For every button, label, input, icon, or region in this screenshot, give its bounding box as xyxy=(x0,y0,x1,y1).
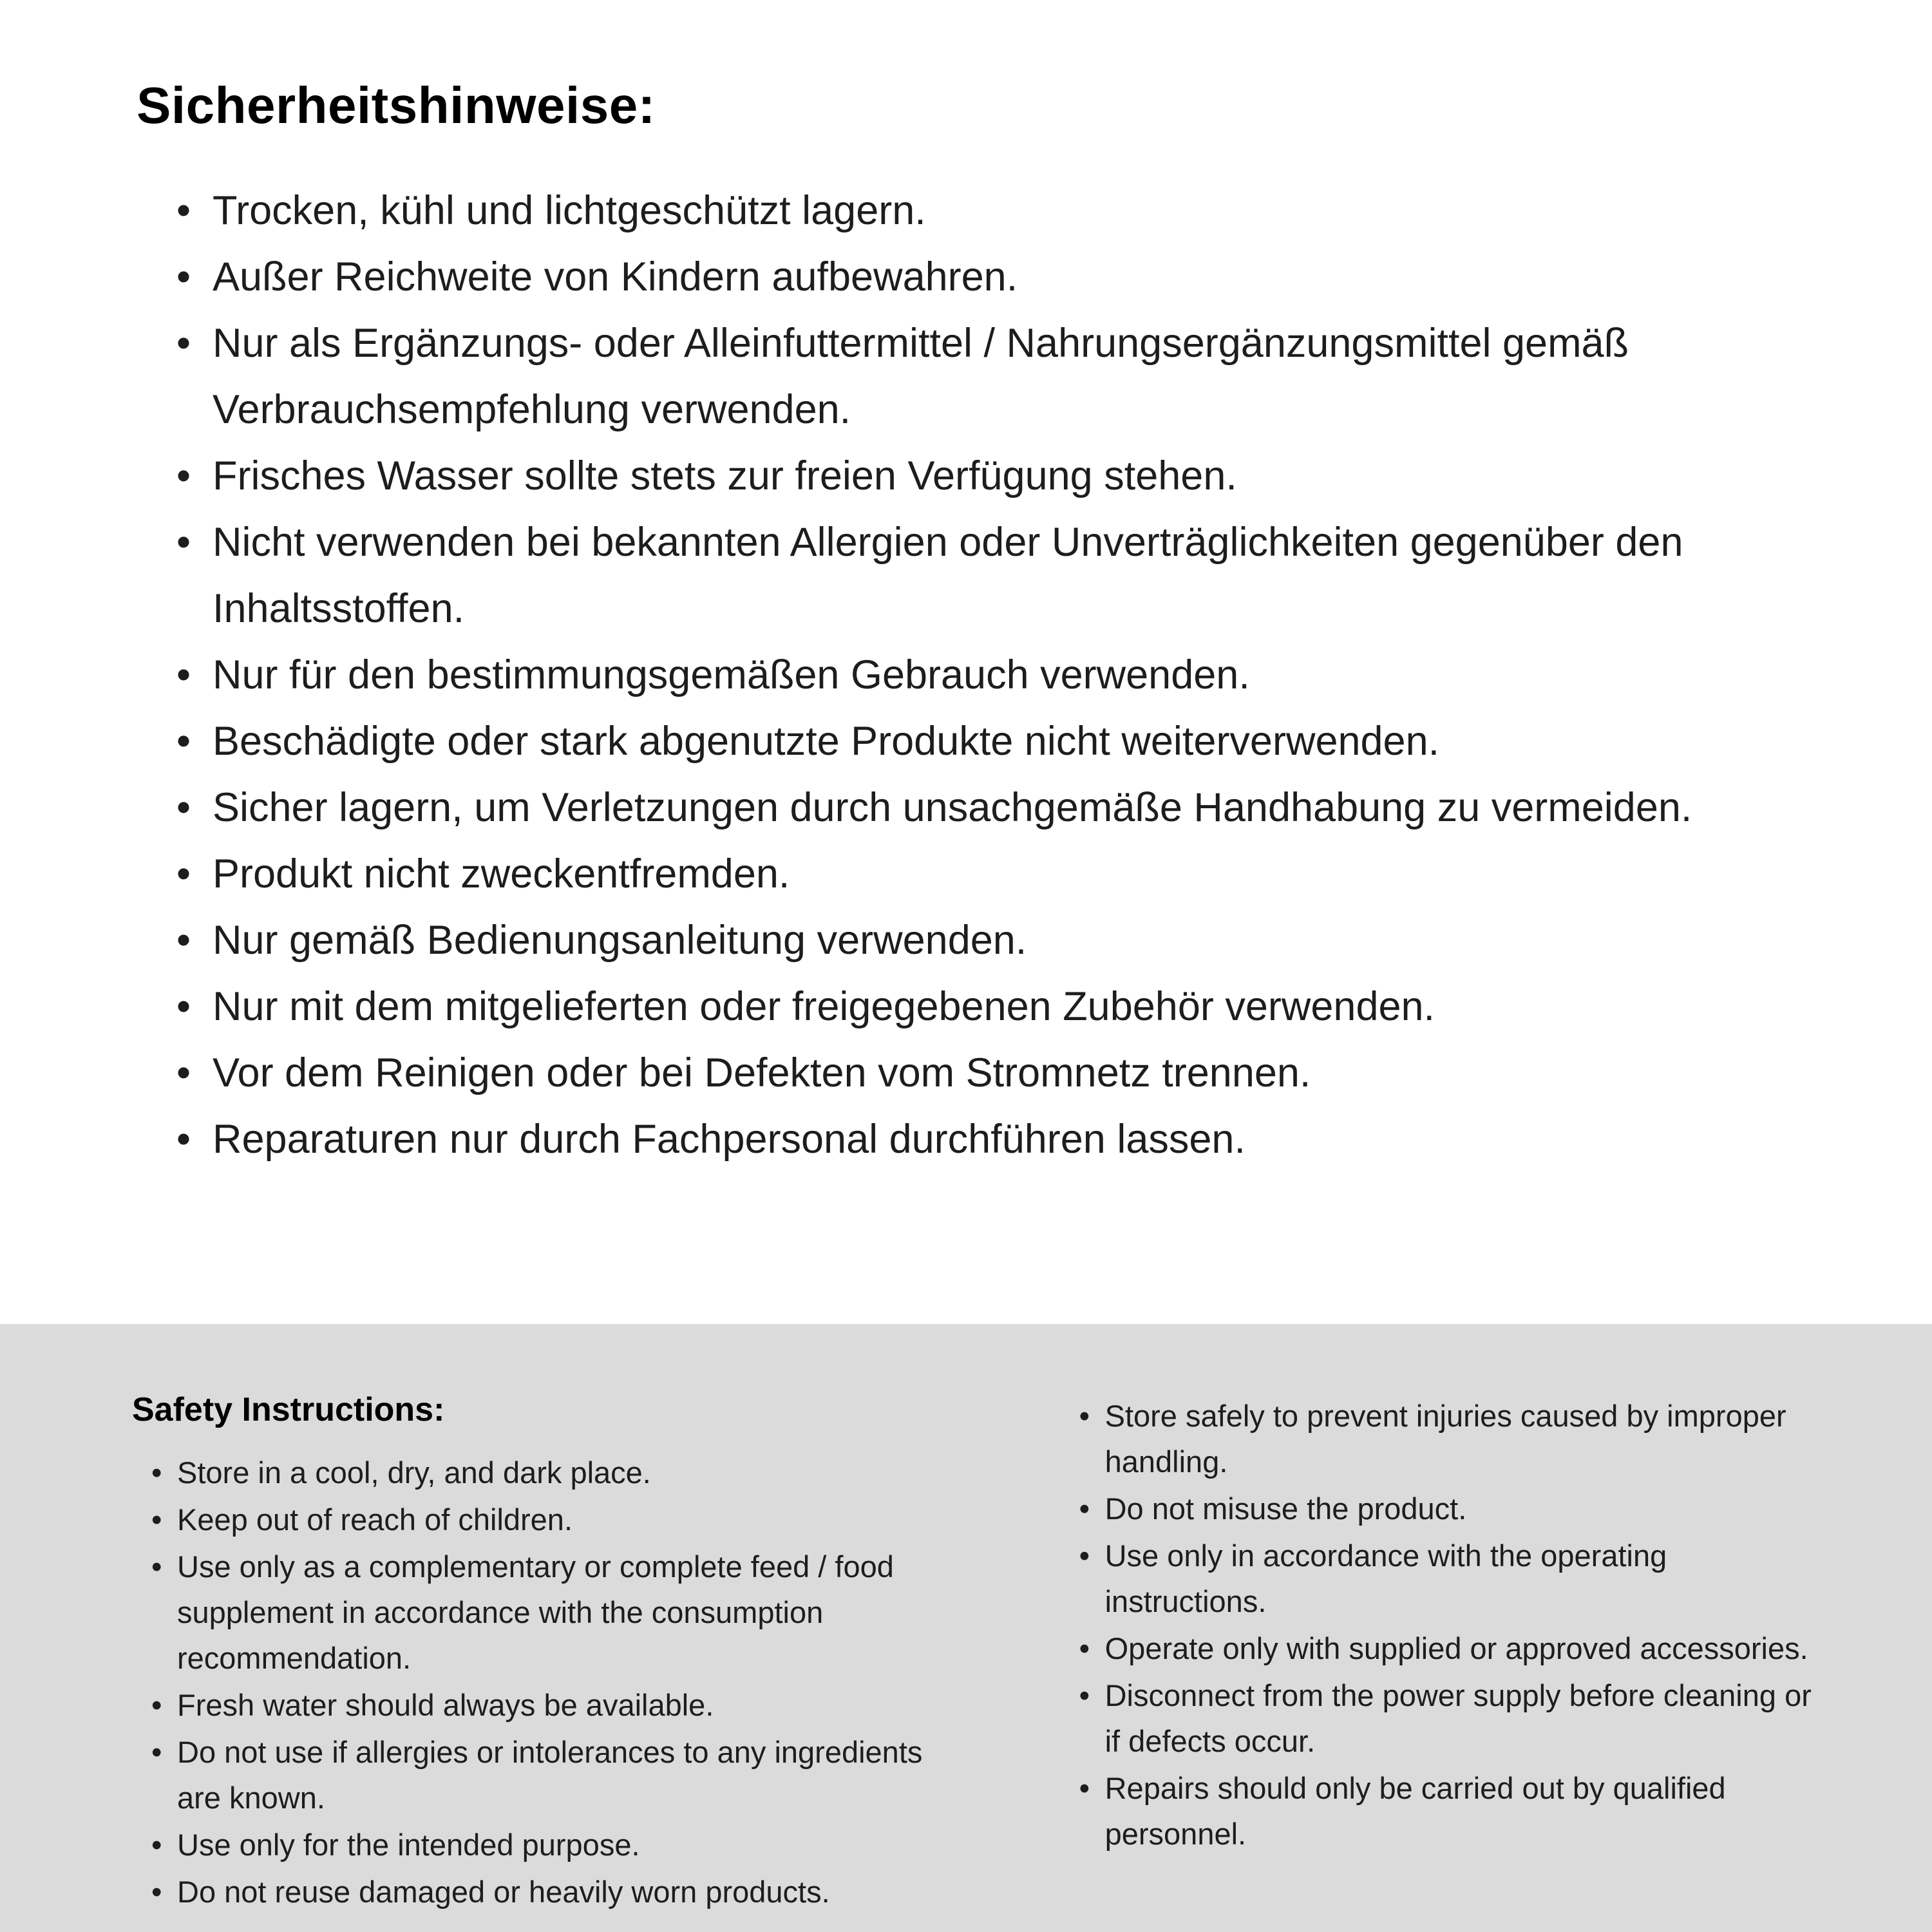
german-list-item: • Vor dem Reinigen oder bei Defekten vom Stromnetz trennen. xyxy=(173,1040,1731,1106)
german-list-item: • Nur mit dem mitgelieferten oder freigegebenen Zubehör verwenden. xyxy=(173,974,1731,1040)
german-list-item: • Nur gemäß Bedienungsanleitung verwenden. xyxy=(173,907,1731,974)
german-list-item: • Beschädigte oder stark abgenutzte Produkte nicht weiterverwenden. xyxy=(173,708,1731,775)
german-list-item: • Reparaturen nur durch Fachpersonal durchführen lassen. xyxy=(173,1106,1731,1173)
german-list-item: • Nur als Ergänzungs- oder Alleinfuttermittel / Nahrungsergänzungsmittel gemäß Verbrauchsempfehlung verwenden. xyxy=(173,310,1731,443)
english-list-item: • Operate only with supplied or approved accessories. xyxy=(1077,1625,1833,1671)
english-list-item: • Use only in accordance with the operating instructions. xyxy=(1077,1533,1833,1624)
german-list-item: • Nicht verwenden bei bekannten Allergien oder Unverträglichkeiten gegenüber den Inhaltsstoffen. xyxy=(173,509,1731,642)
german-list-item: • Außer Reichweite von Kindern aufbewahren. xyxy=(173,244,1731,310)
english-section-title: Safety Instructions: xyxy=(132,1391,445,1428)
english-list-item: • Disconnect from the power supply before cleaning or if defects occur. xyxy=(1077,1672,1833,1764)
english-list-item: • Do not reuse damaged or heavily worn products. xyxy=(149,1869,947,1915)
english-list-item: • Repairs should only be carried out by qualified personnel. xyxy=(1077,1765,1833,1857)
english-list-item: • Do not use if allergies or intolerances to any ingredients are known. xyxy=(149,1729,947,1821)
german-list-item: • Trocken, kühl und lichtgeschützt lagern. xyxy=(173,178,1731,244)
english-list-item: • Use only as a complementary or complete feed / food supplement in accordance with the consumption recommendation. xyxy=(149,1544,947,1681)
german-section-title: Sicherheitshinweise: xyxy=(137,77,656,134)
english-list-item: • Fresh water should always be available. xyxy=(149,1682,947,1728)
german-list-item: • Produkt nicht zweckentfremden. xyxy=(173,841,1731,907)
english-left-column xyxy=(132,1390,961,1932)
english-list-item: • Store safely to prevent injuries caused by improper handling. xyxy=(1077,1393,1833,1484)
english-list-item: • Store in a cool, dry, and dark place. xyxy=(149,1450,947,1495)
english-section xyxy=(0,1324,1932,1932)
english-list-item: • Use only for the intended purpose. xyxy=(149,1822,947,1868)
german-instruction-list xyxy=(173,178,1835,1173)
german-list-item: • Sicher lagern, um Verletzungen durch unsachgemäße Handhabung zu vermeiden. xyxy=(173,775,1731,841)
english-list-item: • Keep out of reach of children. xyxy=(149,1497,947,1542)
english-right-column xyxy=(1077,1390,1842,1932)
english-instruction-list-left xyxy=(149,1450,961,1915)
german-list-item: • Nur für den bestimmungsgemäßen Gebrauch verwenden. xyxy=(173,642,1731,708)
english-instruction-list-right xyxy=(1077,1393,1842,1857)
german-list-item: • Frisches Wasser sollte stets zur freien Verfügung stehen. xyxy=(173,443,1731,509)
english-list-item: • Do not misuse the product. xyxy=(1077,1486,1833,1531)
